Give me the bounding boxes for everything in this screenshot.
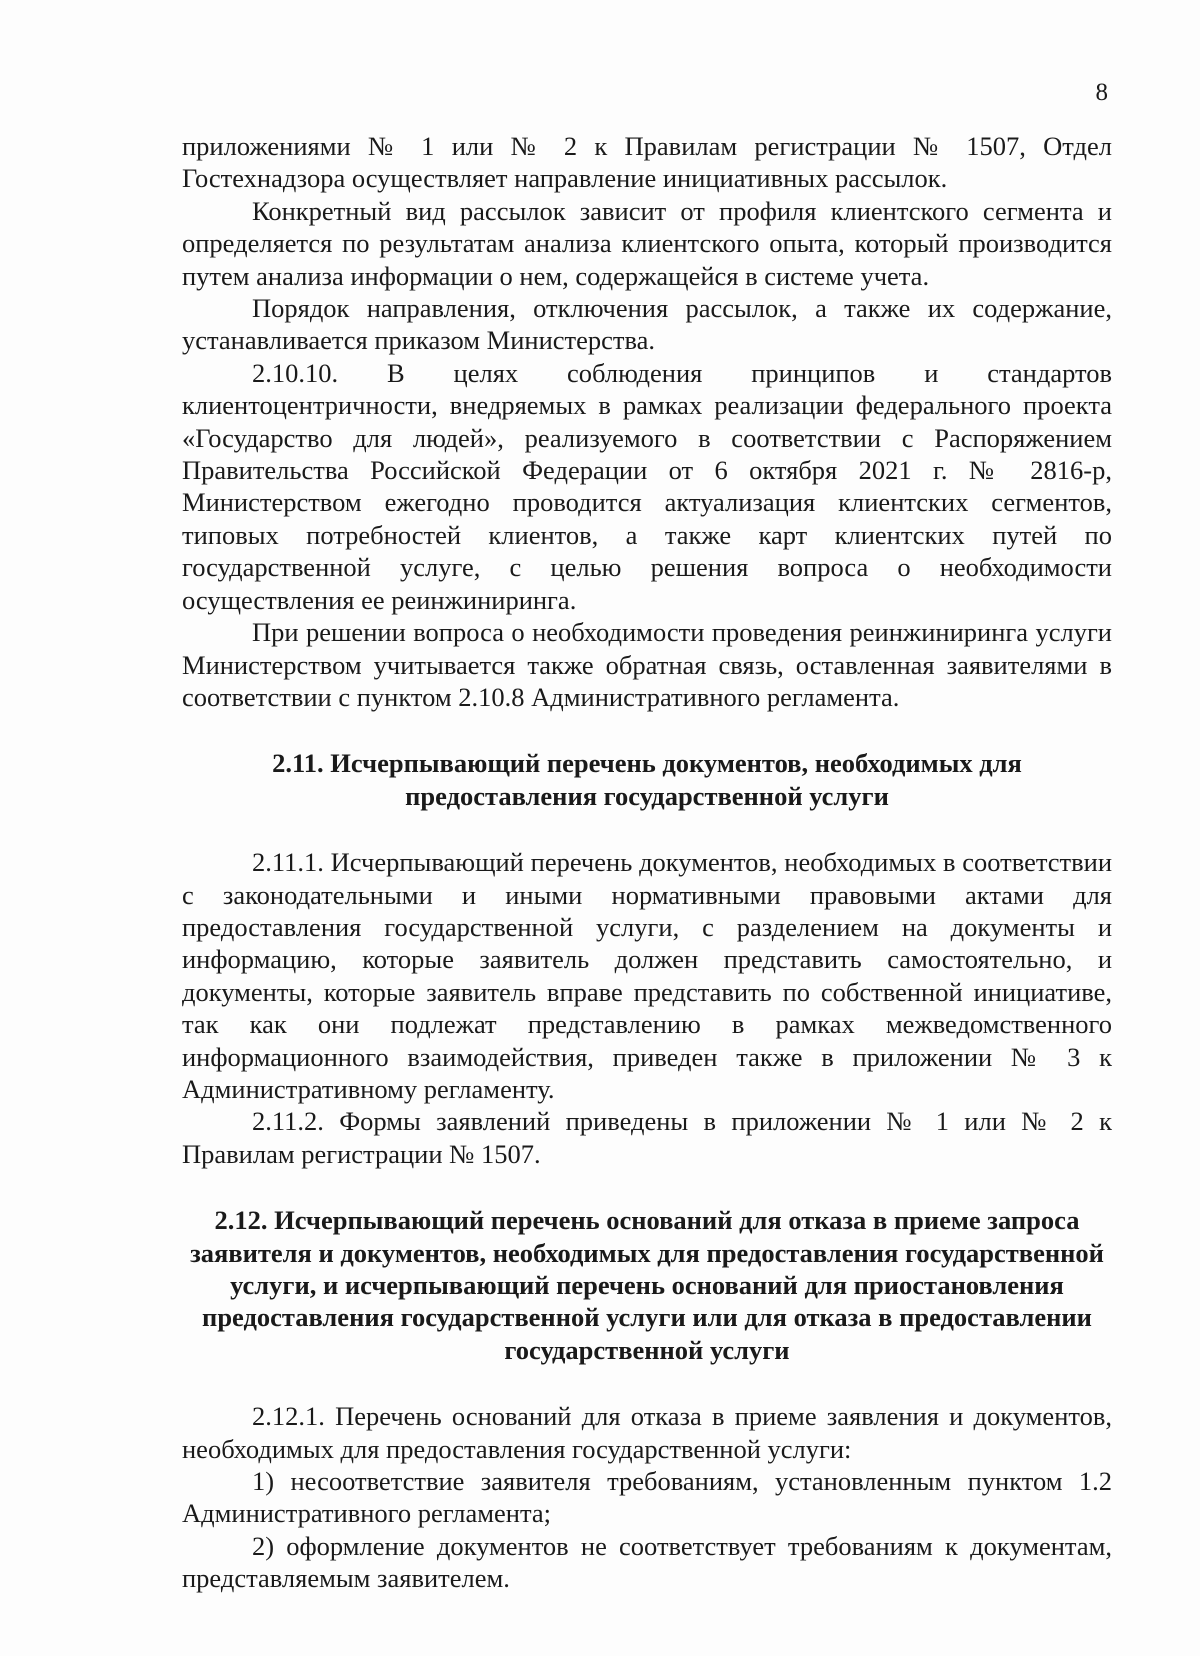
paragraph-2-12-1: 2.12.1. Перечень оснований для отказа в приеме заявления и документов, необходимых для предоставления государственной услуги: — [182, 1401, 1112, 1464]
section-heading-2-12: 2.12. Исчерпывающий перечень оснований для отказа в приеме запроса заявителя и документов, необходимых для предоставления государственной услуги, и исчерпывающий перечень оснований для приостановления предоставления государственной услуги или для отказа в предоставлении государственной услуги — [190, 1205, 1104, 1365]
list-item-1: 1) несоответствие заявителя требованиям, установленным пунктом 1.2 Административного регламента; — [182, 1466, 1112, 1529]
paragraph-2-10-10: 2.10.10. В целях соблюдения принципов и стандартов клиентоцентричности, внедряемых в рамках реализации федерального проекта «Государство для людей», реализуемого в соответствии с Распоряжением Правительства Российской Федерации от 6 октября 2021 г. № 2816-р, Министерством ежегодно проводится актуализация клиентских сегментов, типовых потребностей клиентов, а также карт клиентских путей по государственной услуге, с целью решения вопроса о необходимости осуществления ее реинжиниринга. — [182, 357, 1112, 615]
section-heading-2-11: 2.11. Исчерпывающий перечень документов, необходимых для предоставления государственной услуги — [272, 748, 1022, 811]
page-number: 8 — [1095, 79, 1108, 106]
paragraph-2-11-2: 2.11.2. Формы заявлений приведены в приложении № 1 или № 2 к Правилам регистрации № 1507. — [182, 1106, 1112, 1169]
paragraph-continuation: приложениями № 1 или № 2 к Правилам регистрации № 1507, Отдел Гостехнадзора осуществляет направление инициативных рассылок. — [182, 131, 1112, 194]
paragraph-reengineering-feedback: При решении вопроса о необходимости проведения реинжиниринга услуги Министерством учитывается также обратная связь, оставленная заявителями в соответствии с пунктом 2.10.8 Административного регламента. — [182, 617, 1112, 712]
list-item-2: 2) оформление документов не соответствует требованиям к документам, представляемым заявителем. — [182, 1530, 1112, 1594]
paragraph-2-11-1: 2.11.1. Исчерпывающий перечень документов, необходимых в соответствии с законодательными и иными нормативными правовыми актами для предоставления государственной услуги, с разделением на документы и информацию, которые заявитель должен представить самостоятельно, и документы, которые заявитель вправе представить по собственной инициативе, так как они подлежат представлению в рамках межведомственного информационного взаимодействия, приведен также в приложении № 3 к Административному регламенту. — [182, 847, 1112, 1104]
document-body — [182, 130, 1112, 1595]
paragraph-mailing-order: Порядок направления, отключения рассылок, а также их содержание, устанавливается приказом Министерства. — [182, 293, 1112, 356]
paragraph-mailing-type: Конкретный вид рассылок зависит от профиля клиентского сегмента и определяется по результатам анализа клиентского опыта, который производится путем анализа информации о нем, содержащейся в системе учета. — [182, 195, 1112, 291]
